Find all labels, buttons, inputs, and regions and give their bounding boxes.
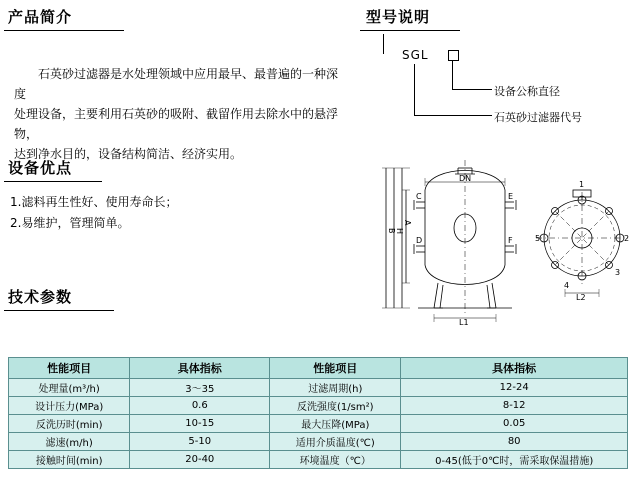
model-drop-line bbox=[383, 34, 384, 54]
label-d: D bbox=[416, 236, 423, 245]
table-cell: 12-24 bbox=[401, 379, 628, 397]
table-cell: 5-10 bbox=[130, 433, 270, 451]
label-plan-2: 2 bbox=[624, 234, 630, 243]
section-rule-model bbox=[360, 30, 460, 31]
section-title-merits: 设备优点 bbox=[8, 159, 73, 177]
table-header-cell: 性能项目 bbox=[9, 358, 130, 379]
table-cell: 处理量(m³/h) bbox=[9, 379, 130, 397]
table-row bbox=[9, 397, 628, 415]
leader-line-1-horz bbox=[452, 89, 492, 90]
table-cell: 20-40 bbox=[130, 451, 270, 469]
model-size-box bbox=[448, 50, 459, 61]
label-plan-1: 1 bbox=[579, 180, 585, 189]
table-row bbox=[9, 415, 628, 433]
table-cell: 最大压降(MPa) bbox=[270, 415, 401, 433]
table-cell: 80 bbox=[401, 433, 628, 451]
table-cell: 设计压力(MPa) bbox=[9, 397, 130, 415]
drawing-svg bbox=[330, 150, 630, 345]
section-title-intro: 产品简介 bbox=[8, 8, 73, 26]
label-plan-3: 3 bbox=[615, 268, 621, 277]
label-dn: DN bbox=[459, 174, 472, 183]
table-header-cell: 具体指标 bbox=[130, 358, 270, 379]
table-cell: 环境温度（℃） bbox=[270, 451, 401, 469]
label-e: E bbox=[508, 192, 514, 201]
label-a: A bbox=[403, 220, 412, 226]
table-cell: 适用介质温度(℃) bbox=[270, 433, 401, 451]
intro-paragraph bbox=[14, 64, 344, 164]
leader-line-1-vert bbox=[452, 60, 453, 90]
section-title-params: 技术参数 bbox=[8, 288, 73, 306]
section-rule-merits bbox=[4, 181, 102, 182]
intro-line-2: 处理设备，主要利用石英砂的吸附、截留作用去除水中的悬浮物， bbox=[14, 107, 339, 141]
table-row bbox=[9, 379, 628, 397]
label-b: B bbox=[387, 228, 396, 234]
merit-item-2: 2.易维护，管理简单。 bbox=[10, 216, 130, 230]
table-cell: 3～35 bbox=[130, 379, 270, 397]
intro-line-1: 石英砂过滤器是水处理领域中应用最早、最普遍的一种深度 bbox=[14, 67, 339, 101]
table-cell: 滤速(m/h) bbox=[9, 433, 130, 451]
section-rule-params bbox=[4, 310, 114, 311]
table-cell: 反洗历时(min) bbox=[9, 415, 130, 433]
table-cell: 0.05 bbox=[401, 415, 628, 433]
label-plan-5: 5 bbox=[535, 234, 541, 243]
leader-line-2-vert bbox=[414, 64, 415, 116]
table-header-row bbox=[9, 358, 628, 379]
table-header-cell: 性能项目 bbox=[270, 358, 401, 379]
table-cell: 接触时间(min) bbox=[9, 451, 130, 469]
leader-label-filter-code: 石英砂过滤器代号 bbox=[494, 111, 582, 124]
merits-list bbox=[10, 192, 177, 234]
section-title-model: 型号说明 bbox=[366, 8, 431, 26]
table-row bbox=[9, 451, 628, 469]
model-code-text: SGL bbox=[402, 48, 429, 62]
spec-table bbox=[8, 357, 628, 469]
table-cell: 反洗强度(1/sm²) bbox=[270, 397, 401, 415]
label-f: F bbox=[508, 236, 513, 245]
table-cell: 过滤周期(h) bbox=[270, 379, 401, 397]
leader-label-nominal-diameter: 设备公称直径 bbox=[494, 85, 560, 98]
model-code-diagram bbox=[330, 34, 630, 144]
label-c: C bbox=[416, 192, 422, 201]
table-cell: 0-45(低于0℃时，需采取保温措施) bbox=[401, 451, 628, 469]
label-plan-4: 4 bbox=[564, 281, 570, 290]
leader-line-2-horz bbox=[414, 115, 492, 116]
label-h: H bbox=[395, 228, 404, 235]
table-cell: 0.6 bbox=[130, 397, 270, 415]
section-rule-intro bbox=[4, 30, 124, 31]
merit-item-1: 1.滤料再生性好、使用寿命长； bbox=[10, 195, 178, 209]
table-cell: 10-15 bbox=[130, 415, 270, 433]
intro-line-3: 达到净水目的，设备结构简洁、经济实用。 bbox=[14, 147, 243, 161]
table-header-cell: 具体指标 bbox=[401, 358, 628, 379]
label-l1: L1 bbox=[459, 318, 469, 327]
label-l2: L2 bbox=[576, 293, 586, 302]
table-row bbox=[9, 433, 628, 451]
table-cell: 8-12 bbox=[401, 397, 628, 415]
equipment-drawing bbox=[330, 150, 630, 350]
